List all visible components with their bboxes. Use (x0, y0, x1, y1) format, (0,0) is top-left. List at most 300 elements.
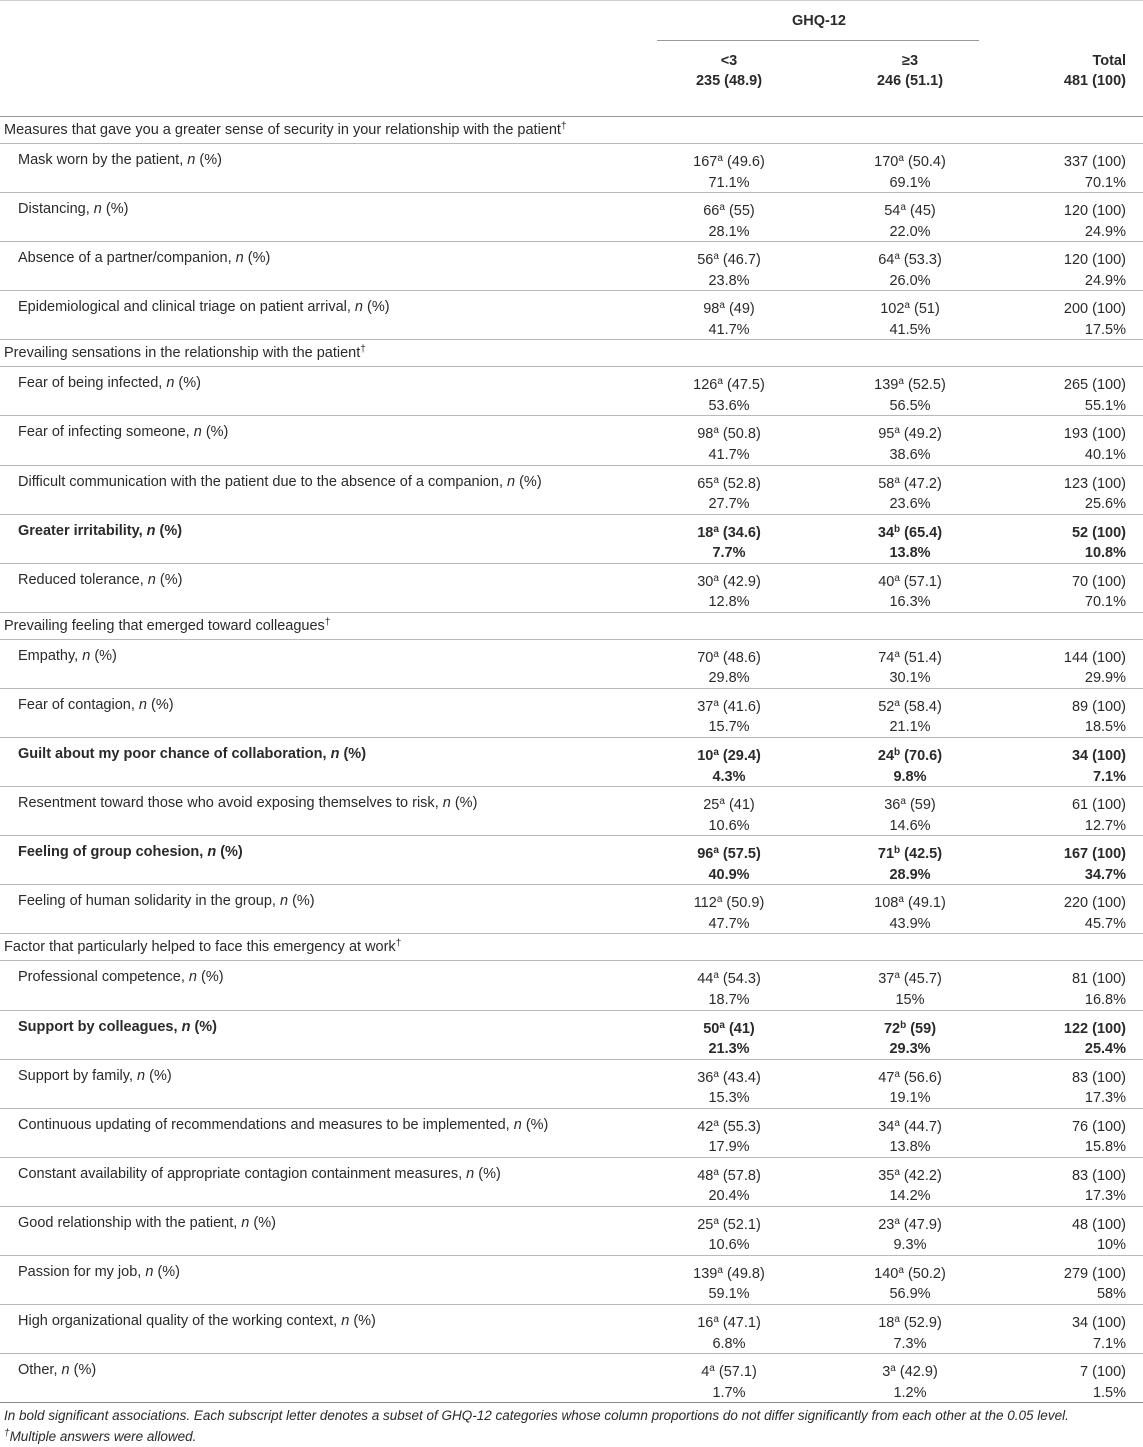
cell-3-or-more (840, 1117, 980, 1158)
cell-below-3 (659, 844, 799, 885)
row-label-text: Fear of infecting someone (18, 424, 186, 441)
column-percent: 47.7% (708, 915, 750, 932)
count-value: 66 (703, 203, 720, 220)
count-line (840, 844, 980, 865)
footnote-significance: In bold significant associations. Each subscript letter denotes a subset of GHQ-12 categories whose column proportions do not differ significantly from each other at the 0.05 level. (4, 1408, 1069, 1423)
table-row (0, 1060, 1143, 1109)
percent-suffix: (%) (190, 1018, 218, 1035)
count-value: 48 (697, 1167, 714, 1184)
count-value: 44 (697, 971, 714, 988)
percent-suffix: (%) (155, 571, 183, 588)
footnote-multiple-answers (4, 1426, 1139, 1447)
total-count: 89 (100) (1071, 698, 1126, 715)
row-percent: (53.3) (899, 252, 942, 269)
n-symbol: n (235, 250, 244, 267)
cell-3-or-more (840, 1362, 980, 1403)
cell-3-or-more (840, 474, 980, 515)
percent-suffix: (%) (243, 250, 271, 267)
cell-below-3 (659, 1166, 799, 1207)
row-percent: (59) (906, 1020, 937, 1037)
ghq-12-header: GHQ-12 (792, 13, 846, 29)
cell-total (1018, 1117, 1126, 1158)
label-separator: , (227, 250, 236, 267)
total-percent: 55.1% (1084, 397, 1126, 414)
column-percent: 40.9% (708, 866, 750, 883)
total-percent: 7.1% (1092, 1335, 1126, 1352)
row-percent: (41) (724, 797, 755, 814)
row-percent: (52.5) (903, 377, 946, 394)
total-percent: 40.1% (1084, 446, 1126, 463)
cell-below-3 (659, 1068, 799, 1109)
row-label (18, 844, 243, 860)
row-percent: (49.2) (899, 426, 942, 443)
n-symbol: n (188, 969, 197, 986)
label-separator: , (346, 299, 355, 316)
total-count: 48 (100) (1071, 1216, 1126, 1233)
cell-below-3 (659, 795, 799, 836)
total-count: 83 (100) (1071, 1069, 1126, 1086)
column-header-below-3 (659, 51, 799, 91)
column-percent: 28.1% (708, 223, 750, 240)
count-value: 40 (878, 573, 895, 590)
count-value: 98 (703, 301, 720, 318)
cell-total (1018, 152, 1126, 193)
column-percent: 13.8% (889, 545, 931, 562)
row-label-text: Guilt about my poor chance of collaboration (18, 746, 323, 763)
row-label-text: Epidemiological and clinical triage on patient arrival (18, 299, 347, 316)
total-count: 279 (100) (1063, 1265, 1126, 1282)
table-row (0, 515, 1143, 564)
cell-3-or-more (840, 844, 980, 885)
column-percent: 7.7% (712, 545, 746, 562)
count-value: 126 (693, 377, 718, 394)
column-percent: 38.6% (889, 446, 931, 463)
count-line (840, 375, 980, 396)
count-line (840, 424, 980, 445)
count-value: 24 (877, 748, 895, 765)
row-percent: (57.8) (718, 1167, 761, 1184)
column-n: 246 (51.1) (876, 73, 944, 89)
cell-below-3 (659, 1264, 799, 1305)
section-title: Prevailing feeling that emerged toward colleagues (4, 617, 325, 634)
label-separator: , (130, 696, 139, 713)
percent-suffix: (%) (101, 201, 129, 218)
count-line (659, 424, 799, 445)
row-label-text: Fear of being infected (18, 375, 159, 392)
label-separator: , (505, 1116, 514, 1133)
row-percent: (57.1) (899, 573, 942, 590)
count-line (659, 1313, 799, 1334)
count-value: 25 (703, 797, 720, 814)
n-symbol: n (146, 522, 156, 539)
total-count: 265 (100) (1063, 377, 1126, 394)
count-value: 18 (878, 1315, 895, 1332)
count-line (659, 746, 799, 767)
column-percent: 4.3% (712, 768, 746, 785)
column-percent: 21.1% (889, 719, 931, 736)
row-percent: (50.4) (903, 154, 946, 170)
total-count: 337 (100) (1063, 154, 1126, 170)
column-percent: 23.6% (889, 496, 931, 513)
subset-letter: a (900, 202, 906, 214)
subset-letter: b (894, 747, 901, 759)
count-value: 25 (697, 1216, 714, 1233)
percent-suffix: (%) (145, 1067, 172, 1084)
count-line (659, 375, 799, 396)
subset-letter: a (713, 251, 719, 263)
row-percent: (45.7) (899, 971, 942, 988)
row-label (18, 969, 224, 985)
row-percent: (49.8) (722, 1265, 765, 1282)
row-label-text: Reduced tolerance (18, 571, 140, 588)
cell-total (1018, 969, 1126, 1010)
row-percent: (50.9) (722, 895, 765, 912)
percent-suffix: (%) (201, 424, 229, 441)
percent-suffix: (%) (69, 1362, 97, 1379)
subset-letter: a (894, 1068, 900, 1080)
count-line (659, 1019, 799, 1040)
total-percent: 17.3% (1084, 1188, 1126, 1205)
table-row (0, 367, 1143, 416)
label-separator: , (199, 844, 208, 861)
total-percent: 10% (1096, 1237, 1126, 1254)
column-percent: 20.4% (708, 1188, 750, 1205)
cell-below-3 (659, 523, 799, 564)
row-label (18, 1215, 276, 1231)
count-line (659, 1215, 799, 1236)
row-label (18, 1264, 180, 1280)
cell-3-or-more (840, 795, 980, 836)
total-count: 61 (100) (1071, 797, 1126, 814)
count-line (659, 1264, 799, 1285)
count-value: 16 (697, 1315, 714, 1332)
table-row (0, 466, 1143, 515)
table-row (0, 1011, 1143, 1060)
count-line (840, 201, 980, 222)
percent-suffix: (%) (147, 696, 174, 713)
column-percent: 43.9% (889, 915, 931, 932)
row-label-text: Constant availability of appropriate contagion containment measures (18, 1165, 459, 1182)
count-value: 10 (697, 748, 714, 765)
cell-below-3 (659, 375, 799, 416)
subset-letter: a (713, 845, 719, 857)
total-count: 123 (100) (1063, 475, 1126, 492)
total-count: 220 (100) (1063, 895, 1126, 912)
count-value: 102 (880, 301, 905, 318)
dagger-mark: † (324, 616, 331, 628)
count-value: 36 (884, 797, 901, 814)
table-row (0, 242, 1143, 291)
cell-3-or-more (840, 1313, 980, 1354)
total-count: 76 (100) (1071, 1118, 1126, 1135)
row-percent: (52.9) (899, 1315, 942, 1332)
cell-below-3 (659, 1215, 799, 1256)
row-label-text: Continuous updating of recommendations and measures to be implemented (18, 1116, 506, 1133)
column-percent: 53.6% (708, 397, 750, 414)
column-percent: 15.3% (708, 1090, 750, 1107)
row-label (18, 523, 182, 539)
label-separator: , (233, 1214, 242, 1231)
cell-3-or-more (840, 746, 980, 787)
count-value: 139 (693, 1265, 718, 1282)
table-row (0, 416, 1143, 465)
count-line (659, 152, 799, 173)
row-label-text: Support by colleagues (18, 1018, 174, 1035)
table-row (0, 1354, 1143, 1403)
table-row (0, 836, 1143, 885)
n-symbol: n (181, 1018, 191, 1035)
count-line (659, 572, 799, 593)
cell-total (1018, 1068, 1126, 1109)
total-count: 81 (100) (1071, 971, 1126, 988)
row-label-text: Distancing (18, 201, 86, 218)
n-symbol: n (137, 1067, 146, 1084)
row-label (18, 1019, 217, 1035)
subset-letter: a (894, 474, 900, 486)
cell-3-or-more (840, 1166, 980, 1207)
row-percent: (46.7) (718, 252, 761, 269)
count-value: 47 (878, 1069, 895, 1086)
subset-letter: a (904, 300, 910, 312)
row-percent: (47.9) (899, 1216, 942, 1233)
row-percent: (70.6) (900, 748, 943, 765)
label-separator: , (138, 522, 147, 539)
n-symbol: n (145, 1263, 154, 1280)
column-percent: 7.3% (893, 1335, 927, 1352)
column-percent: 1.7% (712, 1384, 746, 1401)
row-percent: (47.2) (899, 475, 942, 492)
row-percent: (51) (909, 301, 940, 318)
cell-total (1018, 375, 1126, 416)
subset-letter: a (894, 1166, 900, 1178)
cell-3-or-more (840, 893, 980, 934)
row-label (18, 201, 128, 217)
row-label (18, 746, 366, 762)
n-symbol: n (207, 844, 217, 861)
n-symbol: n (61, 1362, 70, 1379)
row-label-text: Absence of a partner/companion (18, 250, 228, 267)
cell-total (1018, 1264, 1126, 1305)
count-value: 140 (874, 1265, 899, 1282)
cell-total (1018, 474, 1126, 515)
subset-letter: b (894, 845, 901, 857)
row-label (18, 572, 182, 588)
count-line (840, 1117, 980, 1138)
total-percent: 1.5% (1092, 1384, 1126, 1401)
dagger-mark: † (360, 344, 366, 356)
cell-below-3 (659, 474, 799, 515)
count-line (659, 523, 799, 544)
label-separator: , (137, 1263, 146, 1280)
count-line (840, 1215, 980, 1236)
percent-suffix: (%) (339, 746, 367, 763)
total-percent: 16.8% (1084, 991, 1126, 1008)
cell-below-3 (659, 697, 799, 738)
count-value: 36 (697, 1069, 714, 1086)
count-value: 30 (697, 573, 714, 590)
column-percent: 29.3% (889, 1041, 931, 1057)
subset-letter: a (713, 1314, 719, 1326)
row-percent: (55) (724, 203, 755, 220)
subset-letter: a (713, 572, 719, 584)
row-percent: (54.3) (718, 971, 761, 988)
label-separator: , (180, 969, 189, 986)
count-line (659, 1362, 799, 1383)
n-symbol: n (166, 375, 175, 392)
percent-suffix: (%) (521, 1116, 549, 1133)
cell-below-3 (659, 572, 799, 613)
subset-letter: a (894, 251, 900, 263)
row-label-text: Mask worn by the patient (18, 152, 180, 168)
total-percent: 7.1% (1092, 768, 1126, 785)
cell-total (1018, 795, 1126, 836)
cell-3-or-more (840, 697, 980, 738)
table-row (0, 193, 1143, 242)
subset-letter: a (717, 153, 723, 164)
row-label (18, 299, 390, 315)
cell-3-or-more (840, 523, 980, 564)
count-line (659, 474, 799, 495)
column-percent: 19.1% (889, 1090, 931, 1107)
cell-total (1018, 1019, 1126, 1060)
section-header-row (0, 117, 1143, 144)
cell-total (1018, 844, 1126, 885)
subset-letter: a (713, 1215, 719, 1227)
count-line (840, 299, 980, 320)
total-percent: 70.1% (1084, 174, 1126, 191)
count-line (840, 893, 980, 914)
subset-letter: a (716, 894, 723, 906)
cell-3-or-more (840, 375, 980, 416)
n-symbol: n (82, 647, 91, 664)
cell-below-3 (659, 1313, 799, 1354)
cell-below-3 (659, 152, 799, 193)
subset-letter: a (894, 1215, 900, 1227)
row-percent: (48.6) (718, 649, 761, 666)
column-percent: 12.8% (708, 594, 750, 611)
subset-letter: a (894, 697, 900, 709)
percent-suffix: (%) (288, 893, 315, 910)
column-percent: 27.7% (708, 496, 750, 513)
section-header-row (0, 613, 1143, 640)
subset-letter: b (900, 1019, 907, 1031)
subset-letter: a (717, 1264, 723, 1276)
column-percent: 30.1% (889, 670, 931, 687)
count-value: 56 (697, 252, 714, 269)
row-label (18, 697, 174, 713)
total-count: 193 (100) (1063, 426, 1126, 443)
subset-letter: a (713, 1117, 719, 1129)
row-percent: (58.4) (899, 698, 942, 715)
count-value: 98 (697, 426, 714, 443)
label-separator: , (434, 795, 443, 812)
subset-letter: a (890, 1363, 896, 1375)
row-percent: (59) (905, 797, 936, 814)
count-value: 37 (697, 698, 714, 715)
total-percent: 29.9% (1084, 670, 1126, 687)
count-line (840, 969, 980, 990)
label-separator: , (322, 746, 331, 763)
subset-letter: a (894, 425, 900, 437)
row-label-text: Difficult communication with the patient due to the absence of a companion (18, 473, 499, 490)
label-separator: , (333, 1313, 342, 1330)
count-line (659, 795, 799, 816)
column-percent: 41.5% (889, 321, 931, 338)
total-count: 34 (100) (1071, 1315, 1126, 1332)
percent-suffix: (%) (174, 375, 201, 392)
column-label: ≥3 (901, 53, 919, 69)
row-label-text: Greater irritability (18, 522, 139, 539)
row-percent: (43.4) (718, 1069, 761, 1086)
subset-letter: a (898, 153, 904, 164)
column-percent: 56.5% (889, 397, 931, 414)
cell-3-or-more (840, 969, 980, 1010)
count-value: 18 (697, 524, 714, 541)
row-percent: (52.1) (718, 1216, 761, 1233)
total-count: 34 (100) (1071, 748, 1126, 765)
row-label (18, 1068, 172, 1084)
total-percent: 15.8% (1084, 1139, 1126, 1156)
subset-letter: a (713, 697, 719, 709)
label-separator: , (74, 647, 83, 664)
subset-letter: a (713, 523, 719, 535)
count-line (840, 648, 980, 669)
cell-below-3 (659, 299, 799, 340)
column-header-3-or-more (840, 51, 980, 91)
section-header-row (0, 934, 1143, 961)
count-line (659, 969, 799, 990)
table-row (0, 144, 1143, 193)
row-percent: (42.5) (900, 846, 943, 863)
count-value: 64 (878, 252, 895, 269)
row-label-text: High organizational quality of the working context (18, 1313, 334, 1330)
header-rule (657, 40, 979, 41)
row-percent: (52.8) (718, 475, 761, 492)
count-line (659, 1068, 799, 1089)
table-row (0, 738, 1143, 787)
total-percent: 34.7% (1084, 866, 1126, 883)
cell-total (1018, 572, 1126, 613)
count-line (659, 201, 799, 222)
n-symbol: n (138, 696, 147, 713)
cell-total (1018, 1362, 1126, 1403)
count-line (659, 250, 799, 271)
row-percent: (41.6) (718, 698, 761, 715)
count-line (659, 844, 799, 865)
count-line (840, 250, 980, 271)
subset-letter: a (709, 1363, 715, 1375)
count-line (659, 648, 799, 669)
count-line (840, 795, 980, 816)
cell-3-or-more (840, 648, 980, 689)
total-count: 144 (100) (1063, 649, 1126, 666)
table-header (0, 1, 1143, 117)
label-separator: , (271, 893, 280, 910)
count-value: 72 (883, 1020, 901, 1037)
row-label (18, 648, 117, 664)
column-percent: 56.9% (889, 1286, 931, 1303)
n-symbol: n (241, 1214, 250, 1231)
column-n: 235 (48.9) (695, 73, 763, 89)
count-value: 167 (693, 154, 718, 170)
percent-suffix: (%) (515, 473, 542, 490)
count-line (840, 474, 980, 495)
table-row (0, 689, 1143, 738)
column-label: <3 (720, 53, 738, 69)
cell-3-or-more (840, 299, 980, 340)
subset-letter: a (719, 202, 725, 214)
count-value: 35 (878, 1167, 895, 1184)
